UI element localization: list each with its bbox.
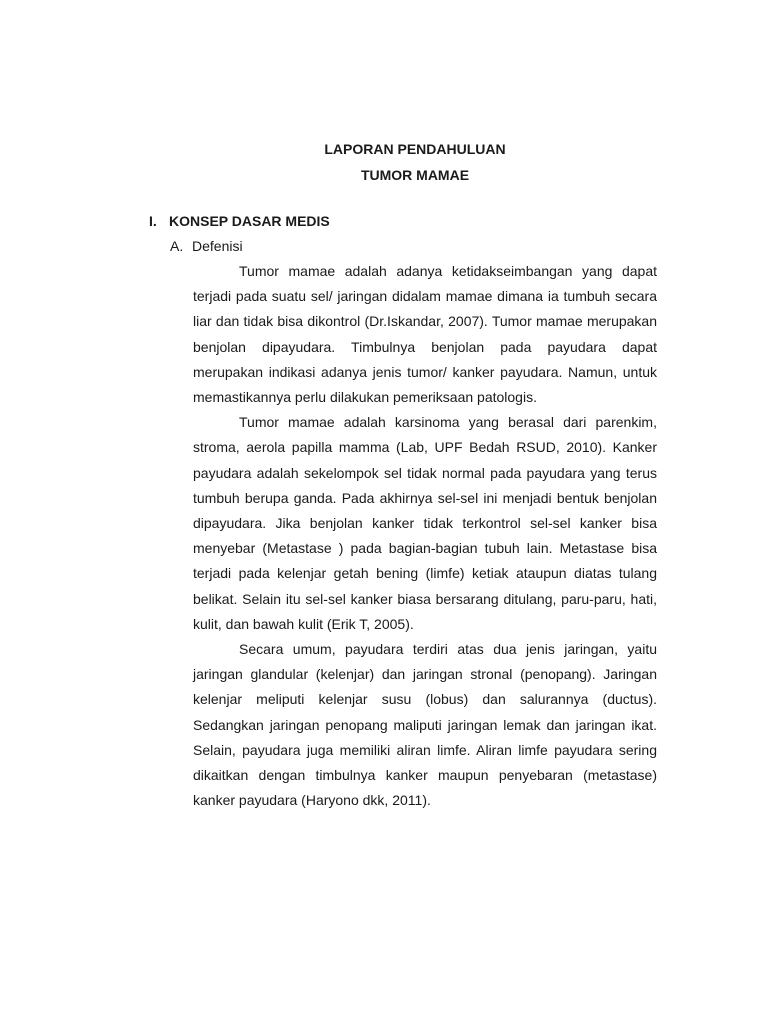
subsection-title: Defenisi: [192, 238, 243, 254]
body-text: [193, 259, 657, 813]
title-block: [0, 136, 768, 188]
section-title: KONSEP DASAR MEDIS: [169, 213, 330, 229]
paragraph: Tumor mamae adalah adanya ketidakseimbangan yang dapat terjadi pada suatu sel/ jaringan didalam mamae dimana ia tumbuh secara liar dan tidak bisa dikontrol (Dr.Iskandar, 2007). Tumor mamae merupakan benjolan dipayudara. Timbulnya benjolan pada payudara dapat merupakan indikasi adanya jenis tumor/ kanker payudara. Namun, untuk memastikannya perlu dilakukan pemeriksaan patologis.: [193, 263, 657, 406]
paragraph: Tumor mamae adalah karsinoma yang berasal dari parenkim, stroma, aerola papilla mamma (Lab, UPF Bedah RSUD, 2010). Kanker payudara adalah sekelompok sel tidak normal pada payudara yang terus tumbuh berupa ganda. Pada akhirnya sel-sel ini menjadi bentuk benjolan dipayudara. Jika benjolan kanker tidak terkontrol sel-sel kanker bisa menyebar (Metastase ) pada bagian-bagian tubuh lain. Metastase bisa terjadi pada kelenjar getah bening (limfe) ketiak ataupun diatas tulang belikat. Selain itu sel-sel kanker biasa bersarang ditulang, paru-paru, hati, kulit, dan bawah kulit (Erik T, 2005).: [193, 414, 657, 632]
paragraph: Secara umum, payudara terdiri atas dua jenis jaringan, yaitu jaringan glandular (kelenjar) dan jaringan stronal (penopang). Jaringan kelenjar meliputi kelenjar susu (lobus) dan salurannya (ductus). Sedangkan jaringan penopang maliputi jaringan lemak dan jaringan ikat. Selain, payudara juga memiliki aliran limfe. Aliran limfe payudara sering dikaitkan dengan timbulnya kanker maupun penyebaran (metastase) kanker payudara (Haryono dkk, 2011).: [193, 641, 657, 809]
subsection-heading: [170, 235, 243, 257]
document-subtitle: TUMOR MAMAE: [360, 167, 470, 183]
subsection-number: A.: [170, 238, 184, 254]
document-title: LAPORAN PENDAHULUAN: [324, 141, 506, 157]
section-heading: [149, 210, 330, 232]
section-number: I.: [149, 213, 157, 229]
